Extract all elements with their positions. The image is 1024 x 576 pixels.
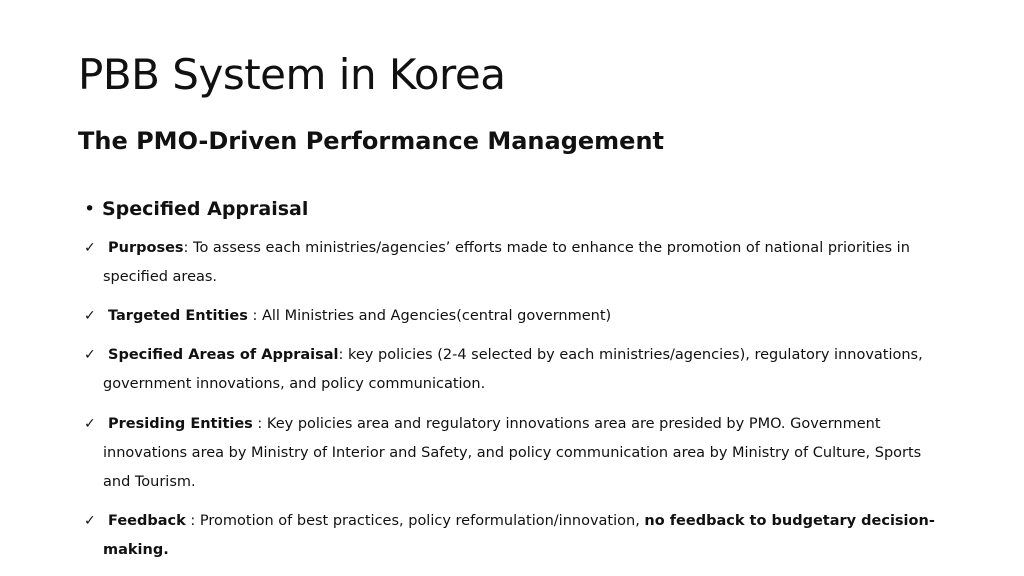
item-separator: : <box>252 416 263 432</box>
item-emphasis-text: no feedback to budgetary decision-making. <box>103 513 935 558</box>
item-text: key policies (2-4 selected by each ministries/agencies), regulatory innovations, government innovations, and policy communication. <box>103 347 923 392</box>
bullet-heading-text: Specified Appraisal <box>102 198 309 220</box>
checkmark-icon: ✓ <box>84 308 96 324</box>
item-label: Specified Areas of Appraisal <box>108 347 339 363</box>
item-label: Feedback <box>108 513 186 529</box>
checklist-item-specified-areas <box>84 341 944 399</box>
checkmark-icon: ✓ <box>84 416 96 432</box>
item-text: All Ministries and Agencies(central government) <box>257 308 612 324</box>
bullet-heading <box>84 195 308 223</box>
item-label: Purposes <box>108 240 184 256</box>
checklist-item-targeted-entities <box>84 302 944 331</box>
item-separator: : <box>247 308 258 324</box>
checkmark-icon: ✓ <box>84 240 96 256</box>
item-text: To assess each ministries/agencies’ efforts made to enhance the promotion of national priorities in specified areas. <box>103 240 910 285</box>
slide-title: PBB System in Korea <box>78 50 506 99</box>
item-text: Promotion of best practices, policy reformulation/innovation, <box>195 513 645 529</box>
checkmark-icon: ✓ <box>84 513 96 529</box>
item-text: Key policies area and regulatory innovations area are presided by PMO. Government innovations area by Ministry of Interior and Safety, and policy communication area by Ministry of Culture, Sports and Tourism. <box>103 416 922 490</box>
checklist-item-purposes <box>84 234 944 292</box>
bullet-dot-icon: • <box>84 198 96 220</box>
item-separator: : <box>185 513 196 529</box>
item-separator: : <box>183 240 189 256</box>
item-separator: : <box>338 347 344 363</box>
item-label: Targeted Entities <box>108 308 248 324</box>
checkmark-icon: ✓ <box>84 347 96 363</box>
item-label: Presiding Entities <box>108 416 253 432</box>
slide-subtitle: The PMO-Driven Performance Management <box>78 127 664 155</box>
checklist-item-feedback <box>84 507 944 565</box>
checklist-item-presiding-entities <box>84 410 944 497</box>
